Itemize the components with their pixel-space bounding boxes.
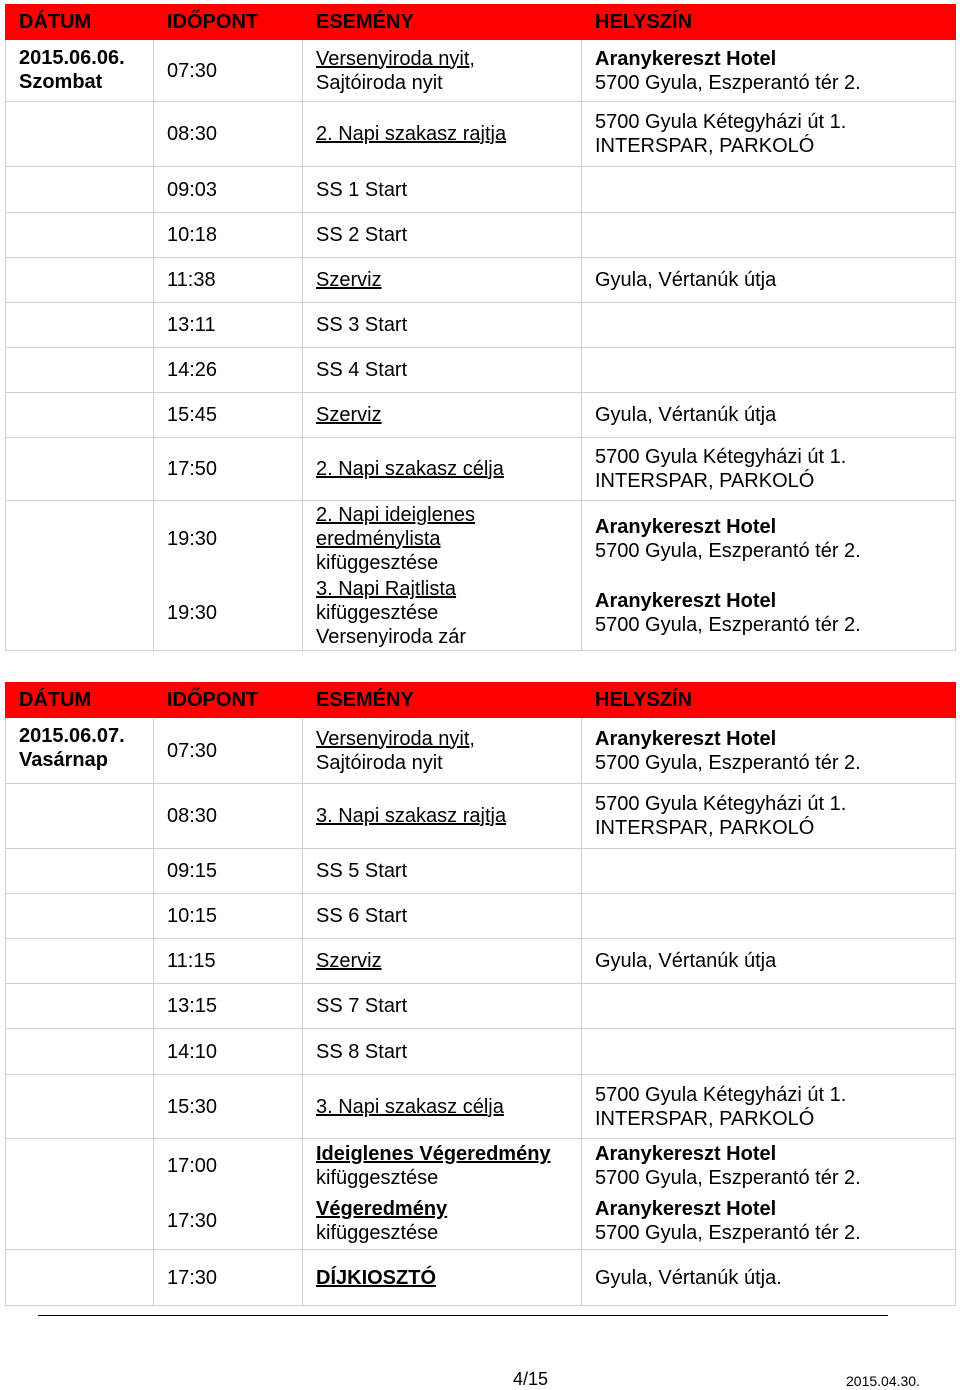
page-number: 4/15 [513, 1369, 549, 1389]
venue-cell [582, 577, 956, 651]
event-cell: SS 8 Start [303, 1029, 582, 1075]
table-row [6, 984, 956, 1029]
event-cell: SS 4 Start [303, 348, 582, 393]
event-cell [303, 1139, 582, 1194]
event-cell [303, 258, 582, 303]
venue-cell: Gyula, Vértanúk útja. [582, 1250, 956, 1306]
footer-date: 2015.04.30. [846, 1373, 920, 1389]
event-cell [303, 577, 582, 651]
venue-hotel: Aranykereszt Hotel [595, 1143, 777, 1166]
time-cell: 11:15 [154, 939, 303, 984]
table-row [6, 784, 956, 849]
event-cell [303, 939, 582, 984]
date-cell [6, 984, 154, 1029]
table-row [6, 348, 956, 393]
time-cell: 10:15 [154, 894, 303, 939]
venue-cell [582, 1029, 956, 1075]
event-line: Versenyiroda nyit, [316, 47, 475, 70]
date-cell [6, 167, 154, 213]
event-cell [303, 393, 582, 438]
table-row [6, 894, 956, 939]
event-cell: SS 3 Start [303, 303, 582, 348]
event-line: kifüggesztése [316, 1222, 439, 1245]
table-row [6, 1250, 956, 1306]
event-line: Sajtóiroda nyit [316, 751, 443, 774]
time-cell: 07:30 [154, 40, 303, 102]
event-cell [303, 718, 582, 784]
time-cell: 14:10 [154, 1029, 303, 1075]
time-cell: 17:00 [154, 1139, 303, 1194]
venue-line: 5700 Gyula Kétegyházi út 1. [595, 1083, 847, 1106]
venue-line: INTERSPAR, PARKOLÓ [595, 1107, 815, 1130]
event-cell [303, 501, 582, 577]
event-text: Szerviz [316, 269, 382, 291]
date-cell [6, 1075, 154, 1139]
time-cell: 09:03 [154, 167, 303, 213]
time-cell: 15:30 [154, 1075, 303, 1139]
venue-hotel: Aranykereszt Hotel [595, 515, 777, 538]
table-row [6, 1029, 956, 1075]
header-venue: HELYSZÍN [582, 683, 956, 718]
event-cell [303, 438, 582, 501]
venue-hotel: Aranykereszt Hotel [595, 1198, 777, 1221]
venue-address: 5700 Gyula, Eszperantó tér 2. [595, 71, 861, 94]
venue-cell [582, 784, 956, 849]
date-cell [6, 1250, 154, 1306]
table-row [6, 718, 956, 784]
time-cell: 07:30 [154, 718, 303, 784]
venue-cell [582, 1194, 956, 1250]
event-text: 3. Napi szakasz célja [316, 1095, 504, 1118]
date-cell [6, 102, 154, 167]
venue-line: 5700 Gyula Kétegyházi út 1. [595, 793, 847, 815]
event-line: Versenyiroda nyit, [316, 727, 475, 750]
date-cell [6, 438, 154, 501]
event-text: 3. Napi szakasz rajtja [316, 805, 507, 827]
date-cell [6, 393, 154, 438]
date-cell [6, 718, 154, 784]
event-text: 2. Napi szakasz célja [316, 458, 504, 480]
venue-cell [582, 40, 956, 102]
venue-address: 5700 Gyula, Eszperantó tér 2. [595, 1167, 861, 1190]
time-cell: 17:30 [154, 1194, 303, 1250]
event-cell [303, 784, 582, 849]
event-cell: SS 1 Start [303, 167, 582, 213]
event-cell: SS 2 Start [303, 213, 582, 258]
event-line: Versenyiroda zár [316, 626, 467, 649]
time-cell: 10:18 [154, 213, 303, 258]
event-cell [303, 1075, 582, 1139]
time-cell: 13:11 [154, 303, 303, 348]
table-row [6, 40, 956, 102]
table-row [6, 303, 956, 348]
table-row [6, 102, 956, 167]
venue-cell: Gyula, Vértanúk útja [582, 393, 956, 438]
event-line: eredménylista [316, 527, 441, 550]
event-line: 3. Napi Rajtlista [316, 578, 457, 601]
weekday-value: Vasárnap [19, 749, 108, 771]
venue-cell: Gyula, Vértanúk útja [582, 939, 956, 984]
date-value: 2015.06.07. [19, 725, 125, 747]
venue-cell [582, 849, 956, 894]
venue-cell [582, 1075, 956, 1139]
date-value: 2015.06.06. [19, 47, 125, 69]
event-line: Ideiglenes Végeredmény [316, 1143, 551, 1166]
venue-cell [582, 1139, 956, 1194]
venue-cell [582, 303, 956, 348]
venue-cell: Gyula, Vértanúk útja [582, 258, 956, 303]
time-cell: 14:26 [154, 348, 303, 393]
table-row [6, 1075, 956, 1139]
table-row [6, 213, 956, 258]
header-date: DÁTUM [6, 5, 154, 40]
event-text: Szerviz [316, 950, 382, 972]
header-time: IDŐPONT [154, 683, 303, 718]
date-cell [6, 1139, 154, 1250]
time-cell: 19:30 [154, 501, 303, 577]
venue-address: 5700 Gyula, Eszperantó tér 2. [595, 614, 861, 637]
event-line: kifüggesztése [316, 551, 439, 574]
event-line: 2. Napi ideiglenes [316, 503, 475, 526]
table-header-row [6, 683, 956, 718]
date-cell [6, 213, 154, 258]
event-text: 2. Napi szakasz rajtja [316, 123, 507, 145]
time-cell: 17:30 [154, 1250, 303, 1306]
venue-cell [582, 894, 956, 939]
footer-divider [38, 1315, 888, 1316]
time-cell: 08:30 [154, 784, 303, 849]
date-cell [6, 849, 154, 894]
venue-hotel: Aranykereszt Hotel [595, 47, 777, 70]
event-cell: SS 5 Start [303, 849, 582, 894]
venue-cell [582, 102, 956, 167]
table-row [6, 1139, 956, 1194]
venue-line: 5700 Gyula Kétegyházi út 1. [595, 446, 847, 468]
venue-address: 5700 Gyula, Eszperantó tér 2. [595, 1222, 861, 1245]
event-cell [303, 102, 582, 167]
schedule-table-day1 [5, 4, 956, 651]
date-cell [6, 501, 154, 651]
table-row [6, 393, 956, 438]
time-cell: 15:45 [154, 393, 303, 438]
venue-address: 5700 Gyula, Eszperantó tér 2. [595, 751, 861, 774]
event-line: Sajtóiroda nyit [316, 71, 443, 94]
event-text: DÍJKIOSZTÓ [316, 1266, 437, 1289]
table-row [6, 258, 956, 303]
header-date: DÁTUM [6, 683, 154, 718]
event-cell: SS 6 Start [303, 894, 582, 939]
event-cell [303, 1194, 582, 1250]
table-row [6, 167, 956, 213]
date-cell [6, 939, 154, 984]
date-cell [6, 348, 154, 393]
venue-cell [582, 213, 956, 258]
date-cell [6, 40, 154, 102]
venue-hotel: Aranykereszt Hotel [595, 727, 777, 750]
venue-line: INTERSPAR, PARKOLÓ [595, 817, 815, 839]
venue-cell [582, 718, 956, 784]
schedule-table-day2 [5, 682, 956, 1306]
time-cell: 19:30 [154, 577, 303, 651]
time-cell: 11:38 [154, 258, 303, 303]
event-cell [303, 1250, 582, 1306]
time-cell: 13:15 [154, 984, 303, 1029]
table-row [6, 501, 956, 577]
date-cell [6, 303, 154, 348]
venue-line: 5700 Gyula Kétegyházi út 1. [595, 111, 847, 133]
venue-cell [582, 167, 956, 213]
time-cell: 09:15 [154, 849, 303, 894]
date-cell [6, 894, 154, 939]
venue-address: 5700 Gyula, Eszperantó tér 2. [595, 539, 861, 562]
header-venue: HELYSZÍN [582, 5, 956, 40]
venue-cell [582, 348, 956, 393]
table-header-row [6, 5, 956, 40]
date-cell [6, 784, 154, 849]
header-event: ESEMÉNY [303, 5, 582, 40]
time-cell: 17:50 [154, 438, 303, 501]
weekday-value: Szombat [19, 71, 103, 93]
venue-cell [582, 984, 956, 1029]
venue-hotel: Aranykereszt Hotel [595, 590, 777, 613]
event-line: Végeredmény [316, 1198, 448, 1221]
event-line: kifüggesztése [316, 1167, 439, 1190]
table-row [6, 849, 956, 894]
venue-cell [582, 501, 956, 577]
time-cell: 08:30 [154, 102, 303, 167]
header-event: ESEMÉNY [303, 683, 582, 718]
event-cell [303, 40, 582, 102]
venue-line: INTERSPAR, PARKOLÓ [595, 470, 815, 492]
venue-line: INTERSPAR, PARKOLÓ [595, 135, 815, 157]
event-line: kifüggesztése [316, 602, 439, 625]
date-cell [6, 1029, 154, 1075]
event-text: Szerviz [316, 404, 382, 426]
venue-cell [582, 438, 956, 501]
table-row [6, 939, 956, 984]
header-time: IDŐPONT [154, 5, 303, 40]
table-row [6, 438, 956, 501]
date-cell [6, 258, 154, 303]
event-cell: SS 7 Start [303, 984, 582, 1029]
